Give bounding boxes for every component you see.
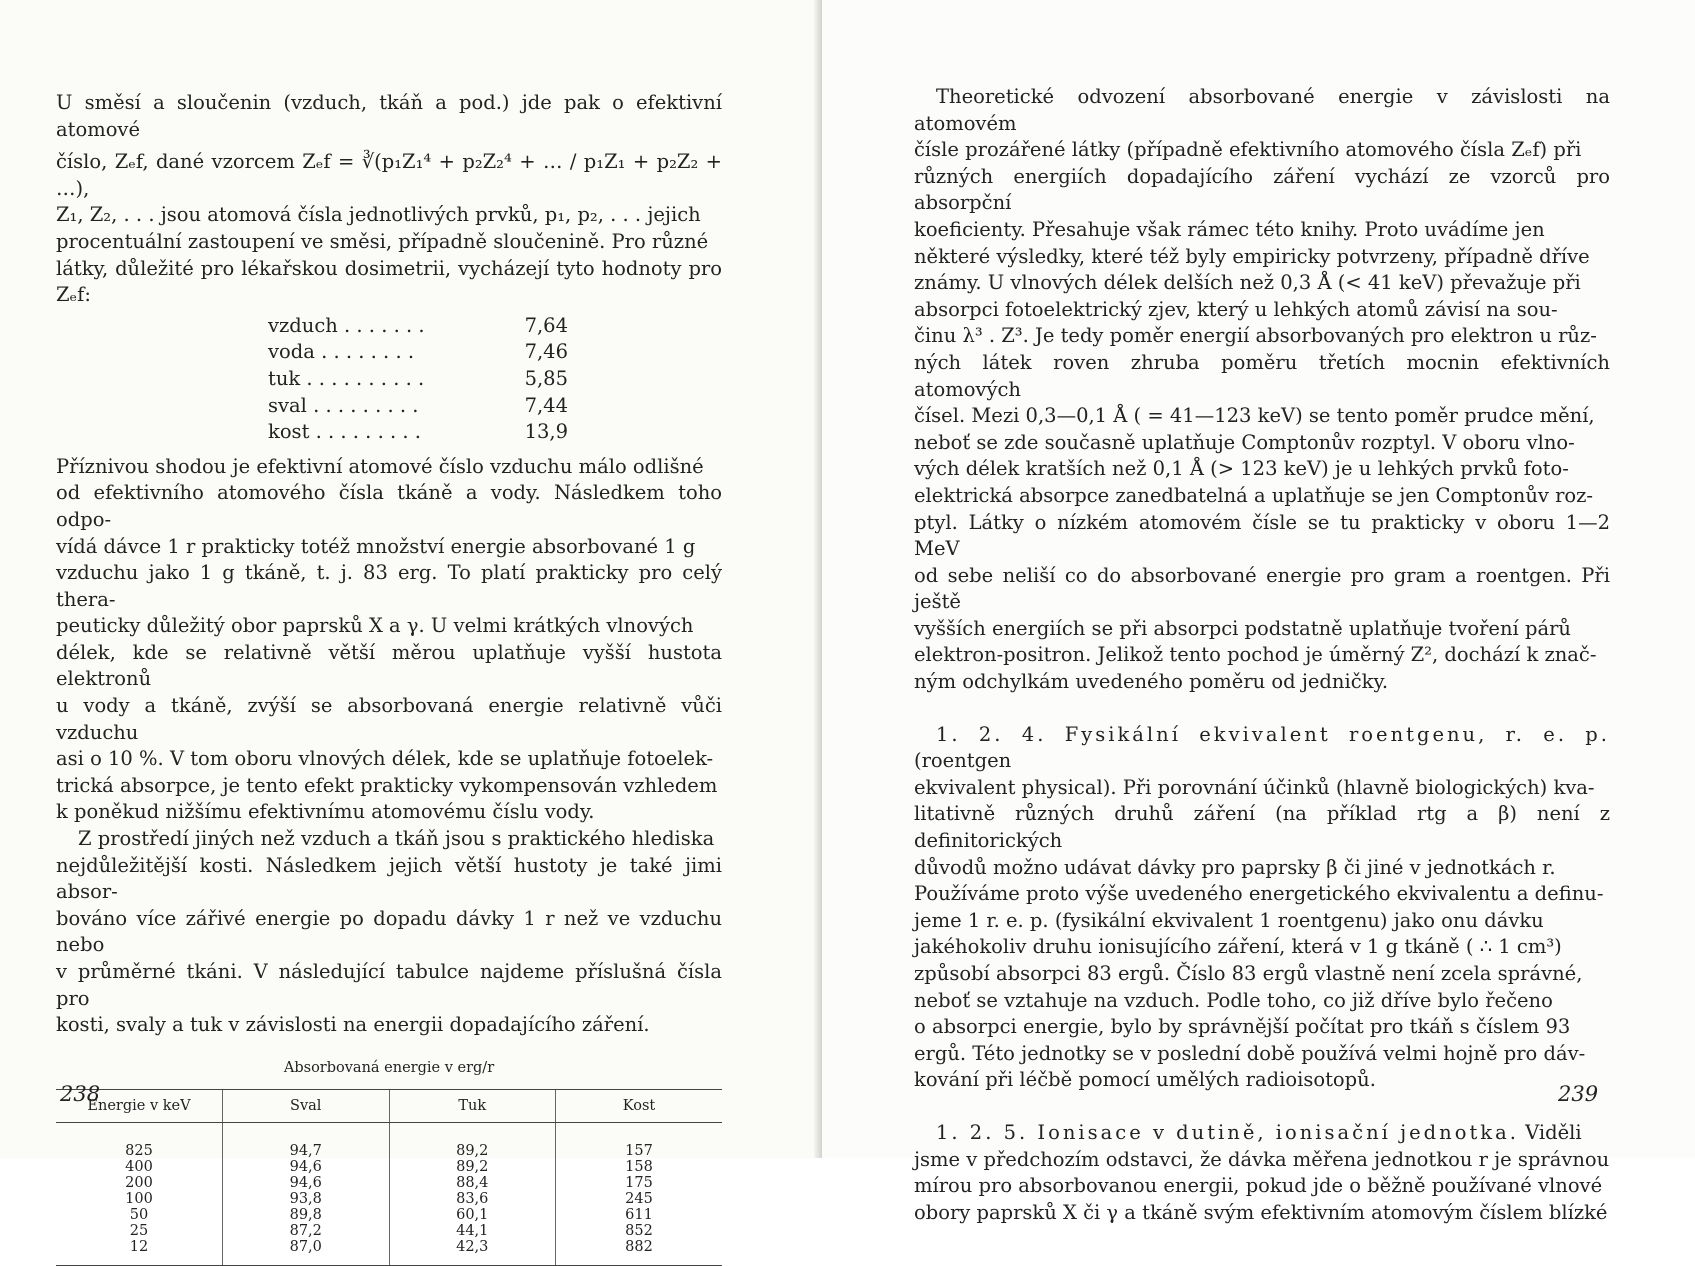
text-line: důvodů možno udávat dávky pro paprsky β či jiné v jednotkách r. <box>914 855 1556 879</box>
text-line: mírou pro absorbovanou energii, pokud jde o běžně používané vlnové <box>914 1174 1603 1198</box>
table-cell: 100 <box>125 1191 153 1208</box>
table-cell: 611 <box>556 1207 723 1223</box>
text-line: U směsí a sloučenin (vzduch, tkáň a pod.) jde pak o efektivní atomové <box>56 91 722 141</box>
table-cell: 25 <box>129 1223 149 1240</box>
table-cell: 157 <box>556 1123 723 1160</box>
text-line: bováno více zářivé energie po dopadu dávky 1 r než ve vzduchu nebo <box>56 906 722 957</box>
text-line: jakéhokoliv druhu ionisujícího záření, která v 1 g tkáně ( ∴ 1 cm³) <box>914 935 1562 959</box>
table-cell: 825 <box>125 1143 153 1160</box>
text-line: ptyl. Látky o nízkém atomovém čísle se tu prakticky v oboru 1—2 MeV <box>914 510 1610 561</box>
text-line: čísel. Mezi 0,3—0,1 Å ( = 41—123 keV) se tento poměr prudce mění, <box>914 404 1595 428</box>
text-line: čísle prozářené látky (případně efektivního atomového čísla Zₑf) při <box>914 138 1582 162</box>
text-line: ných látek roven zhruba poměru třetích mocnin efektivních atomových <box>914 350 1610 401</box>
text-line: procentuální zastoupení ve směsi, případně sloučenině. Pro různé <box>56 229 709 253</box>
zef-row <box>268 313 568 340</box>
table-cell: 200 <box>125 1175 153 1192</box>
heading-continuation: (roentgen <box>914 749 1012 773</box>
table-row <box>56 1123 722 1160</box>
heading-continuation: Viděli <box>1518 1120 1582 1144</box>
table-cell: 88,4 <box>389 1175 556 1191</box>
table-cell: 50 <box>129 1207 149 1224</box>
zef-value: 7,44 <box>524 393 568 417</box>
zef-values-list <box>268 313 568 446</box>
table-row <box>56 1191 722 1207</box>
text-line: vyšších energiích se při absorpci podstatně uplatňuje tvoření párů <box>914 616 1571 640</box>
table-row <box>56 1223 722 1239</box>
text-line: neboť se zde současně uplatňuje Comptonův rozptyl. V oboru vlno- <box>914 430 1575 454</box>
zef-label: tuk . . . . . . . . . . <box>268 366 425 390</box>
table-cell: 89,2 <box>389 1123 556 1160</box>
zef-row <box>268 393 568 420</box>
section-heading: 1. 2. 4. Fysikální ekvivalent roentgenu, r. e. p. <box>936 722 1610 746</box>
zef-value: 7,64 <box>524 313 568 337</box>
table-cell: 12 <box>56 1239 223 1266</box>
text-line: Z₁, Z₂, . . . jsou atomová čísla jednotlivých prvků, p₁, p₂, . . . jejich <box>56 203 701 227</box>
zef-value: 5,85 <box>524 366 568 390</box>
text-line: o absorpci energie, bylo by správnější počítat pro tkáň s číslem 93 <box>914 1015 1571 1039</box>
zef-label: vzduch . . . . . . . <box>268 313 425 337</box>
text-line: Theoretické odvození absorbované energie v závislosti na atomovém <box>914 85 1610 135</box>
table-row <box>56 1239 722 1266</box>
text-line: Příznivou shodou je efektivní atomové číslo vzduchu málo odlišné <box>56 454 704 478</box>
table-cell: 89,8 <box>223 1207 390 1223</box>
text-line: neboť se vztahuje na vzduch. Podle toho, co již dříve bylo řečeno <box>914 988 1553 1012</box>
section-spacer <box>914 1094 1610 1120</box>
text-line: některé výsledky, které též byly empiricky potvrzeny, případně dříve <box>914 244 1590 268</box>
table-header-cell: Kost <box>556 1090 723 1123</box>
text-line: od sebe neliší co do absorbované energie pro gram a roentgen. Při ještě <box>914 563 1610 614</box>
text-line: jeme 1 r. e. p. (fysikální ekvivalent 1 roentgenu) jako onu dávku <box>914 908 1544 932</box>
text-line: trická absorpce, je tento efekt prakticky vykompensován vzhledem <box>56 773 718 797</box>
table-cell: 400 <box>125 1159 153 1176</box>
text-line: Z prostředí jiných než vzduch a tkáň jsou s praktického hlediska <box>78 827 715 851</box>
left-page <box>0 0 822 1256</box>
intro-paragraph <box>56 90 722 309</box>
absorption-table <box>56 1089 722 1266</box>
paragraph-2 <box>56 454 722 826</box>
table-cell: 89,2 <box>389 1159 556 1175</box>
paragraph-3 <box>56 826 722 1039</box>
text-line: Používáme proto výše uvedeného energetického ekvivalentu a definu- <box>914 882 1604 906</box>
text-line: koeficienty. Přesahuje však rámec této knihy. Proto uvádíme jen <box>914 217 1545 241</box>
right-text-block <box>914 84 1610 1226</box>
zef-row <box>268 339 568 366</box>
table-header-cell: Sval <box>223 1090 390 1123</box>
text-line: od efektivního atomového čísla tkáně a vody. Následkem toho odpo- <box>56 481 722 531</box>
table-cell: 93,8 <box>223 1191 390 1207</box>
zef-row <box>268 419 568 446</box>
table-body <box>56 1123 722 1266</box>
text-line: číslo, Zₑf, dané vzorcem Zₑf = ∛(p₁Z₁⁴ + p₂Z₂⁴ + … / p₁Z₁ + p₂Z₂ + …), <box>56 150 722 200</box>
text-line <box>914 1120 1610 1147</box>
text-line <box>914 722 1610 775</box>
text-line: vzduchu jako 1 g tkáně, t. j. 83 erg. To platí prakticky pro celý thera- <box>56 561 722 611</box>
text-line: elektrická absorpce zanedbatelná a uplatňuje se jen Comptonův roz- <box>914 483 1594 507</box>
table-cell: 44,1 <box>389 1223 556 1239</box>
section-1-2-5 <box>914 1120 1610 1226</box>
text-line: látky, důležité pro lékařskou dosimetrii, vycházejí tyto hodnoty pro Zₑf: <box>56 256 722 307</box>
right-page <box>822 0 1695 1224</box>
zef-value: 7,46 <box>524 340 568 364</box>
table-cell: 245 <box>556 1191 723 1207</box>
paragraph-1 <box>914 84 1610 696</box>
text-line: u vody a tkáně, zvýší se absorbovaná energie relativně vůči vzduchu <box>56 694 722 744</box>
text-line: ekvivalent physical). Při porovnání účinků (hlavně biologických) kva- <box>914 775 1595 799</box>
text-line: různých energiích dopadajícího záření vychází ze vzorců pro absorpční <box>914 164 1610 215</box>
text-line: ergů. Této jednotky se v poslední době používá velmi hojně pro dáv- <box>914 1041 1586 1065</box>
page-number: 239 <box>1558 1082 1599 1106</box>
text-line: k poněkud nižšímu efektivnímu atomovému číslu vody. <box>56 800 595 824</box>
left-text-block <box>56 90 722 1266</box>
table-cell: 882 <box>556 1239 723 1266</box>
table-cell: 60,1 <box>389 1207 556 1223</box>
zef-label: voda . . . . . . . . <box>268 340 415 364</box>
text-line: absorpci fotoelektrický zjev, který u lehkých atomů závisí na sou- <box>914 297 1558 321</box>
table-cell: 42,3 <box>389 1239 556 1266</box>
table-cell: 87,0 <box>223 1239 390 1266</box>
text-line: vých délek kratších než 0,1 Å (> 123 keV) je u lehkých prvků foto- <box>914 457 1569 481</box>
text-line: kování při léčbě pomocí umělých radioisotopů. <box>914 1068 1376 1092</box>
table-header-cell: Tuk <box>389 1090 556 1123</box>
table-row <box>56 1207 722 1223</box>
text-line: obory paprsků X či γ a tkáně svým efektivním atomovým číslem blízké <box>914 1200 1608 1224</box>
text-line: peuticky důležitý obor paprsků X a γ. U velmi krátkých vlnových <box>56 614 694 638</box>
text-line: ným odchylkám uvedeného poměru od jedničky. <box>914 670 1389 694</box>
section-heading: 1. 2. 5. Ionisace v dutině, ionisační jednotka. <box>936 1120 1519 1144</box>
text-line: litativně různých druhů záření (na příklad rtg a β) není z definitorických <box>914 802 1610 853</box>
text-line: způsobí absorpci 83 ergů. Číslo 83 ergů vlastně není zcela správné, <box>914 962 1583 985</box>
text-line: známy. U vlnových délek delších než 0,3 Å (< 41 keV) převažuje při <box>914 271 1581 295</box>
table-cell: 94,6 <box>223 1175 390 1191</box>
zef-label: kost . . . . . . . . . <box>268 420 421 444</box>
zef-row <box>268 366 568 393</box>
text-line: činu λ³ . Z³. Je tedy poměr energií absorbovaných pro elektron u růz- <box>914 324 1597 348</box>
text-line: asi o 10 %. V tom oboru vlnových délek, kde se uplatňuje fotoelek- <box>56 747 714 771</box>
text-line: jsme v předchozím odstavci, že dávka měřena jednotkou r je správnou <box>914 1147 1610 1171</box>
table-cell: 83,6 <box>389 1191 556 1207</box>
zef-value: 13,9 <box>524 420 568 444</box>
table-cell: 87,2 <box>223 1223 390 1239</box>
text-line: kosti, svaly a tuk v závislosti na energii dopadajícího záření. <box>56 1013 650 1037</box>
page-number: 238 <box>60 1082 101 1106</box>
table-title: Absorbovaná energie v erg/r <box>283 1059 495 1076</box>
text-line: elektron-positron. Jelikož tento pochod je úměrný Z², dochází k znač- <box>914 643 1597 667</box>
text-line: nejdůležitější kosti. Následkem jejich větší hustoty je také jimi absor- <box>56 853 722 904</box>
text-line: délek, kde se relativně větší měrou uplatňuje vyšší hustota elektronů <box>56 640 722 691</box>
table-cell: 94,7 <box>223 1123 390 1160</box>
section-spacer <box>914 696 1610 722</box>
text-line: v průměrné tkáni. V následující tabulce najdeme příslušná čísla pro <box>56 960 722 1010</box>
zef-label: sval . . . . . . . . . <box>268 393 419 417</box>
table-cell: 158 <box>556 1159 723 1175</box>
table-cell: 175 <box>556 1175 723 1191</box>
section-1-2-4 <box>914 722 1610 1094</box>
table-cell: 852 <box>556 1223 723 1239</box>
table-header-cell: Energie v keV <box>56 1090 223 1123</box>
table-row <box>56 1175 722 1191</box>
text-line: vídá dávce 1 r prakticky totéž množství energie absorbované 1 g <box>56 534 696 558</box>
table-row <box>56 1159 722 1175</box>
table-cell: 94,6 <box>223 1159 390 1175</box>
table-header-row <box>56 1090 722 1123</box>
